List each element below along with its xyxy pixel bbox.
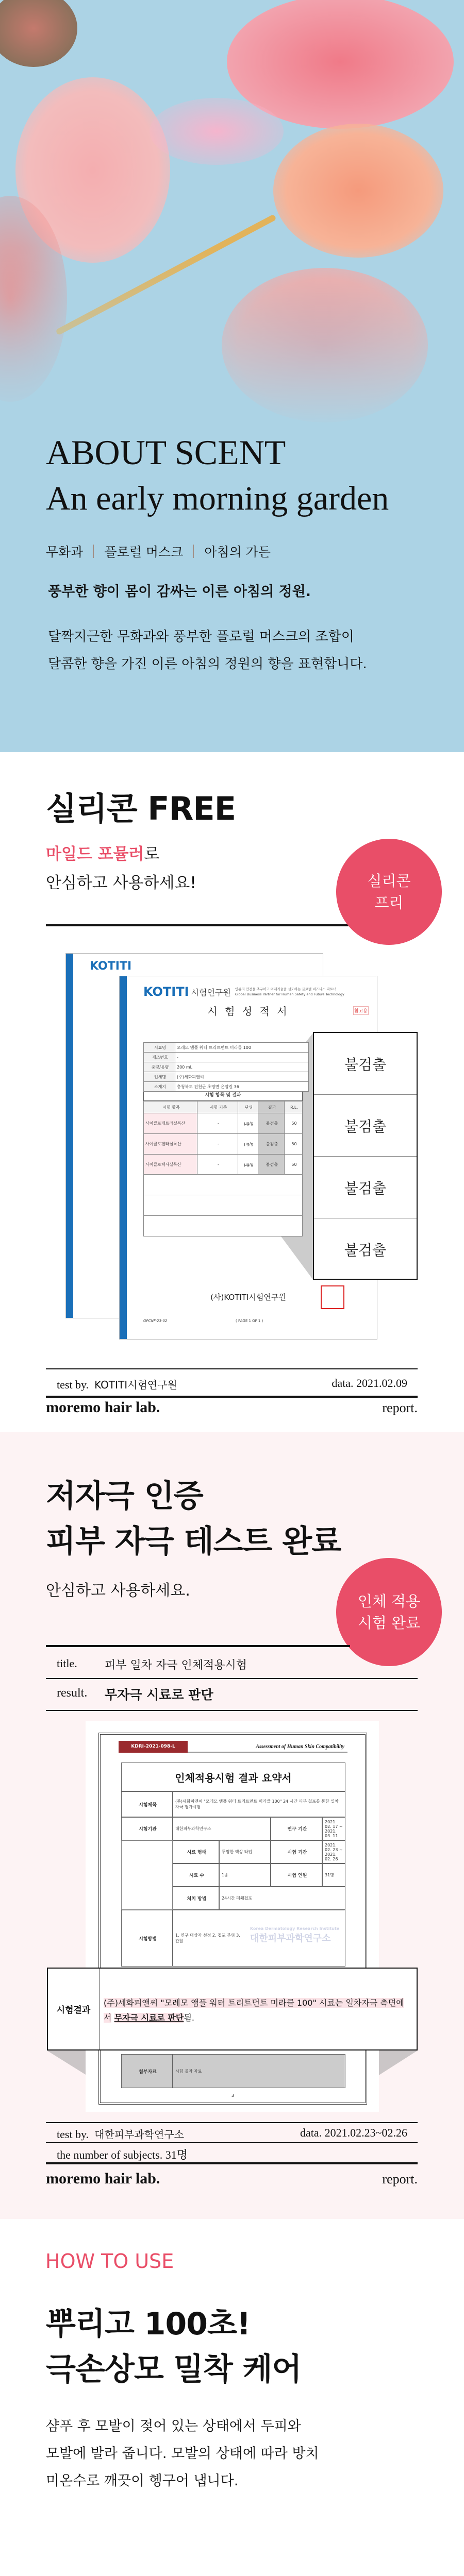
result-cell: 불검출 <box>344 1242 387 1259</box>
results-header: R.L. <box>284 1101 303 1113</box>
human-test-badge <box>336 1558 442 1666</box>
scent-note: 아침의 가든 <box>204 545 271 560</box>
reference-stamp: 참고용 <box>353 1006 369 1015</box>
row-value: (주)세화피앤씨 "모레모 앰플 워터 트리트먼트 미라클 100" 24 시간 피부 첩포를 통한 일차 자극 평가시험 <box>173 1791 345 1817</box>
title-label: title. <box>57 1657 77 1670</box>
title-line: 극손상모 밀착 케어 <box>46 2351 302 2387</box>
row-label: 시험 인원 <box>271 1863 322 1887</box>
test-date <box>332 1377 407 1390</box>
row-value: - <box>175 1052 309 1062</box>
divider <box>46 1396 418 1398</box>
row-label: 시료 형태 <box>173 1840 219 1863</box>
lab-brand: moremo hair lab. <box>46 1399 160 1416</box>
subjects <box>57 2146 188 2162</box>
row-value: 모레모 앰플 워터 트리트먼트 미라클 100 <box>175 1042 309 1053</box>
title-line: 피부 자극 테스트 완료 <box>46 1523 341 1560</box>
silicone-free-badge <box>336 839 442 945</box>
label: the number of subjects. <box>57 2148 163 2161</box>
value: 2021.02.23~02.26 <box>324 2126 407 2139</box>
empty-cell <box>121 1840 173 1910</box>
title-line: 뿌리고 100초! <box>46 2306 251 2342</box>
highlight-text: 마일드 포뮬러 <box>46 845 144 863</box>
row-value: 200 mL <box>175 1062 309 1072</box>
row-value: (주)세화피앤씨 <box>175 1072 309 1082</box>
result-cell: 50 <box>284 1133 303 1155</box>
results-callout <box>313 1032 418 1280</box>
scent-heading: ABOUT SCENT <box>46 433 286 472</box>
results-header: 단위 <box>238 1101 258 1113</box>
test-by <box>57 2126 184 2141</box>
report-label: report. <box>382 1400 418 1415</box>
divider <box>46 2122 418 2123</box>
row-value: 1종 <box>219 1863 271 1887</box>
row-value: 시험 결과 자료 <box>173 2054 345 2088</box>
callout-text <box>104 1995 408 2025</box>
divider <box>46 1368 418 1369</box>
irritation-subtitle: 안심하고 사용하세요. <box>46 1582 190 1600</box>
scent-subheading: An early morning garden <box>46 480 389 517</box>
text: (주)세화피앤씨 "모레모 앰플 워터 트리트먼트 미라클 100" 시료는 일차자극 측면에서 <box>104 1998 404 2023</box>
callout-label: 시험결과 <box>48 1969 100 2049</box>
row-label: 소재지 <box>143 1081 175 1092</box>
results-header: 시험 항목 <box>143 1101 197 1113</box>
result-cell: μg/g <box>238 1133 258 1155</box>
divider <box>46 1678 418 1679</box>
description-line: 모발에 발라 줍니다. 모발의 상태에 따라 방치 <box>46 2446 319 2462</box>
title-value: 피부 일차 자극 인체적용시험 <box>105 1659 247 1672</box>
lab-name: (사)KOTITI시험연구원 <box>210 1293 286 1302</box>
silicone-title: 실리콘 FREE <box>46 790 236 827</box>
result-cell: - <box>197 1113 238 1134</box>
label: data. <box>332 1377 354 1389</box>
result-cell: μg/g <box>238 1113 258 1134</box>
brand-kr: 시험연구원 <box>191 987 231 997</box>
description-line: 달콤한 향을 가진 이른 아침의 정원의 향을 표현합니다. <box>48 656 367 672</box>
results-header: 결과 <box>258 1101 285 1113</box>
result-cell: 불검출 <box>314 1157 417 1218</box>
scent-section <box>0 0 464 752</box>
summary-report-image <box>86 1721 379 2112</box>
silicone-line1 <box>46 841 159 864</box>
irritation-title <box>46 1473 341 1564</box>
empty-row <box>143 1195 303 1216</box>
value: 31명 <box>165 2148 188 2161</box>
divider <box>46 2162 418 2164</box>
value: 대한피부과학연구소 <box>94 2128 185 2141</box>
results-title: 시험 항목 및 결과 <box>143 1090 303 1101</box>
empty-row <box>143 1215 303 1236</box>
row-value: 31명 <box>322 1863 345 1887</box>
description-line: 달짝지근한 무화과와 풍부한 플로럴 머스크의 조합이 <box>48 629 354 645</box>
row-value: 대한피부과학연구소 <box>173 1817 271 1840</box>
result-cell: 사이클로펜타실록산 <box>143 1133 197 1155</box>
row-label: 시험기관 <box>121 1817 173 1840</box>
row-label: 첨부자료 <box>121 2054 173 2088</box>
result-callout <box>47 1968 418 2050</box>
divider <box>46 1710 418 1711</box>
report-code: KDRI-2021-098-L <box>119 1741 188 1753</box>
divider <box>93 545 94 558</box>
label: test by. <box>57 2128 89 2141</box>
page-number: 3 <box>231 2093 235 2098</box>
report-title: 시 험 성 적 서 <box>207 1005 289 1018</box>
label: data. <box>300 2126 322 2139</box>
row-label: 처치 방법 <box>173 1887 219 1910</box>
result-cell: - <box>197 1133 238 1155</box>
result-label: result. <box>57 1686 88 1700</box>
lab-brand: moremo hair lab. <box>46 2170 160 2187</box>
result-cell: 불검출 <box>258 1133 285 1155</box>
row-label: 시험방법 <box>121 1910 173 1967</box>
row-value: 2021. 02. 23 ~ 2021. 02. 26 <box>322 1840 345 1863</box>
emphasis: 무자극 시료로 판단 <box>114 2013 184 2023</box>
kotiti-logo: KOTITI <box>90 960 132 973</box>
kotiti-logo: KOTITI <box>143 985 189 999</box>
scent-note: 무화과 <box>46 545 84 560</box>
watermark <box>250 1926 339 1944</box>
divider <box>46 2142 418 2143</box>
badge-line: 시험 완료 <box>357 1614 421 1632</box>
seal-stamp <box>321 1285 344 1309</box>
report-label: report. <box>382 2172 418 2187</box>
row-label: 연구 기간 <box>271 1817 322 1840</box>
page-number: ( PAGE 1 OF 1 ) <box>236 1319 263 1323</box>
howto-description <box>46 2413 319 2495</box>
test-date <box>300 2126 407 2140</box>
label: test by. <box>57 1378 89 1391</box>
result-cell: 50 <box>284 1154 303 1175</box>
scent-note: 플로럴 머스크 <box>104 545 184 560</box>
row-label: 시료 수 <box>173 1863 219 1887</box>
badge-line: 프리 <box>374 894 404 911</box>
scent-notes <box>46 542 271 561</box>
result-cell: - <box>197 1154 238 1175</box>
description-line: 미온수로 깨끗이 헹구어 냅니다. <box>46 2473 239 2489</box>
results-header: 시험 기준 <box>197 1101 238 1113</box>
row-label: 중량/용량 <box>143 1062 175 1072</box>
result-cell: 불검출 <box>258 1154 285 1175</box>
result-cell: 사이클로헥사실록산 <box>143 1154 197 1175</box>
row-value: 1. 연구 대상자 선정 2. 첩포 부위 3. 관찰 <box>173 1910 345 1967</box>
howto-eyebrow: HOW TO USE <box>45 2250 174 2273</box>
description-line: 샴푸 후 모발이 젖어 있는 상태에서 두피와 <box>46 2418 301 2434</box>
result-cell: μg/g <box>238 1154 258 1175</box>
silicone-line2: 안심하고 사용하세요! <box>46 874 196 892</box>
howto-title <box>46 2301 301 2392</box>
row-value: 24시간 폐쇄첩포 <box>219 1887 345 1910</box>
row-label: 시험 기간 <box>271 1840 322 1863</box>
watermark-en: Korea Dermatology Research Institute <box>250 1926 340 1931</box>
divider <box>46 1645 350 1647</box>
row-value: 2021. 02. 17 ~ 2021. 03. 11 <box>322 1817 345 1840</box>
row-label: 시험제목 <box>121 1791 173 1817</box>
result-cell: 불검출 <box>258 1113 285 1134</box>
result-cell: 50 <box>284 1113 303 1134</box>
result-cell: 불검출 <box>314 1095 417 1157</box>
result-cell: 불검출 <box>314 1033 417 1095</box>
row-label: 제조번호 <box>143 1052 175 1062</box>
result-value: 무자극 시료로 판단 <box>105 1687 213 1702</box>
row-label: 시료명 <box>143 1042 175 1053</box>
form-code: OPCNF-23-02 <box>143 1319 168 1323</box>
row-label: 업체명 <box>143 1072 175 1082</box>
tagline-kr: 인류의 안전을 추구하고 미래기술을 선도하는 글로벌 비즈니스 파트너 <box>235 987 337 991</box>
value: KOTITI시험연구원 <box>94 1379 177 1391</box>
badge-line: 실리콘 <box>367 872 411 890</box>
scent-tagline: 풍부한 향이 몸이 감싸는 이른 아침의 정원. <box>48 584 311 600</box>
badge-line: 인체 적용 <box>357 1592 421 1610</box>
row-value: 충청북도 진천군 초평면 은암길 36 <box>175 1081 309 1092</box>
test-by <box>57 1377 177 1392</box>
row-value: 투명한 액상 타입 <box>219 1840 271 1863</box>
title-line: 저자극 인증 <box>46 1478 203 1514</box>
result-cell: 사이클로테트라실록산 <box>143 1113 197 1134</box>
summary-title: 인체적용시험 결과 요약서 <box>121 1762 345 1791</box>
scent-description <box>48 623 367 678</box>
empty-row <box>143 1174 303 1195</box>
text: 로 <box>144 845 160 863</box>
tagline-en: Global Business Partner for Human Safety and Future Technology <box>235 992 344 996</box>
text: 됨. <box>184 2013 194 2023</box>
watermark-kr: 대한피부과학연구소 <box>250 1933 331 1944</box>
value: 2021.02.09 <box>356 1377 407 1389</box>
report-header-en: Assessment of Human Skin Compatibility <box>256 1744 344 1750</box>
divider <box>193 545 194 558</box>
